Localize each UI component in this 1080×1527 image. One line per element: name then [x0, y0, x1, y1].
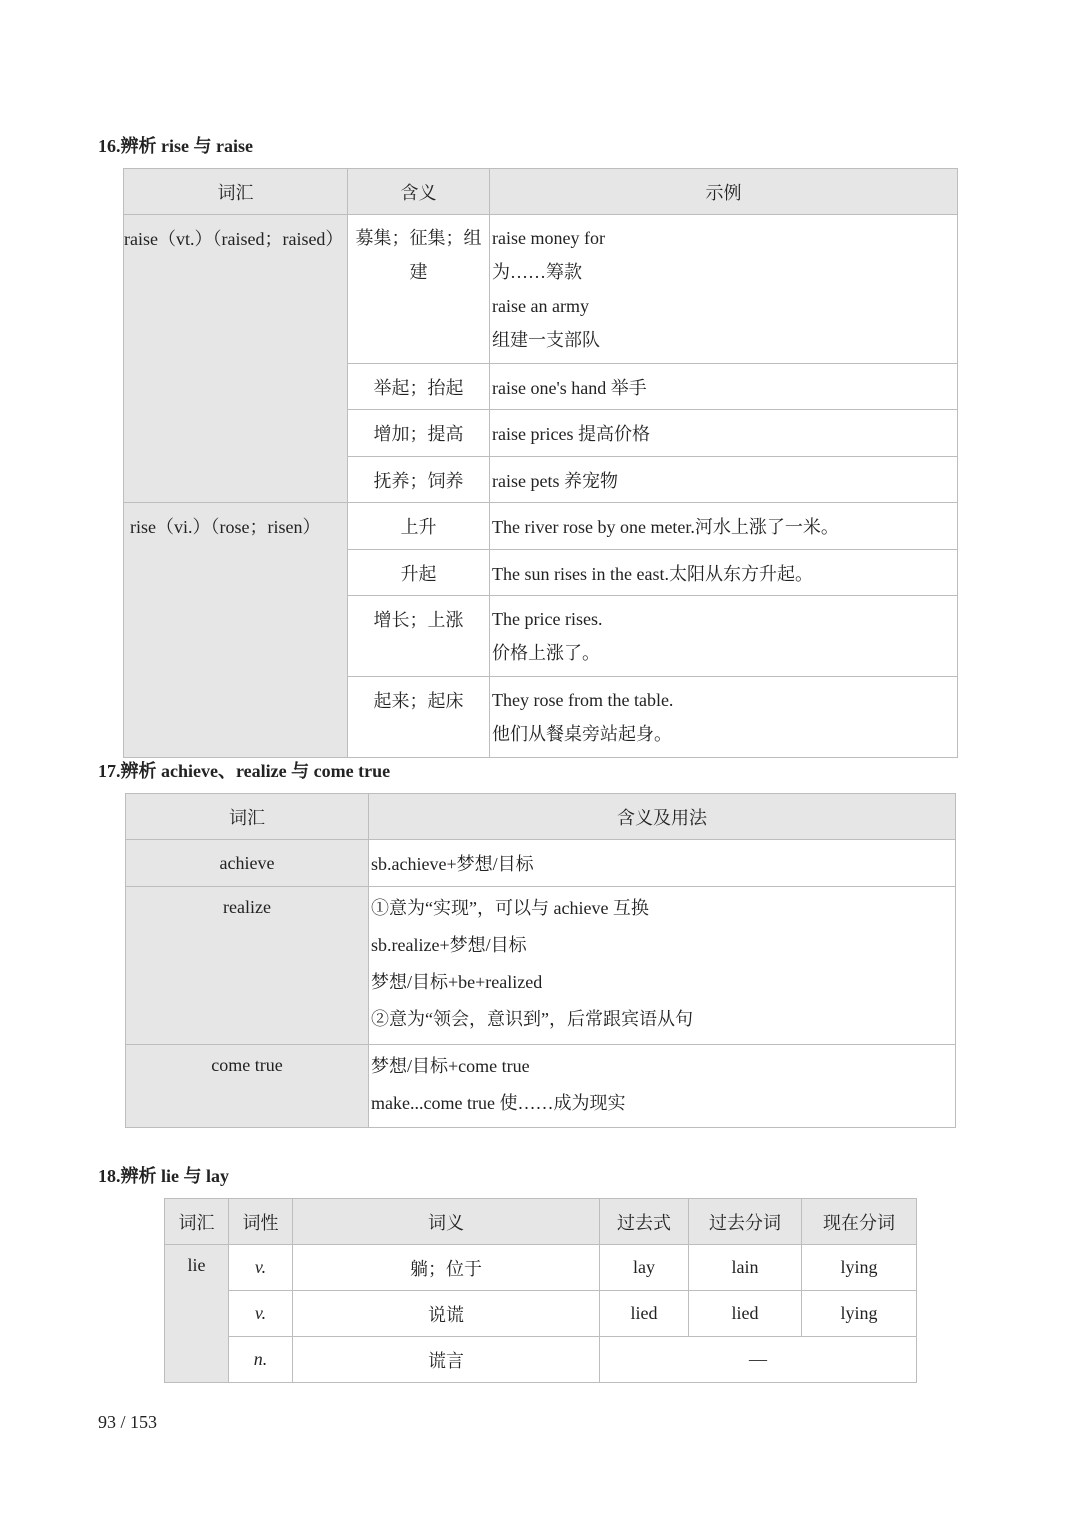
header-word: 词汇: [124, 169, 348, 215]
header-word: 词汇: [165, 1199, 229, 1245]
example-cell: The river rose by one meter.河水上涨了一米。: [490, 503, 958, 550]
pos-cell: v.: [229, 1245, 293, 1291]
example-cell: raise money for 为……筹款 raise an army 组建一支部队: [490, 215, 958, 364]
pos-cell: n.: [229, 1337, 293, 1383]
header-pos: 词性: [229, 1199, 293, 1245]
meaning-cell: 躺；位于: [293, 1245, 600, 1291]
header-past: 过去式: [600, 1199, 689, 1245]
meaning-cell: 升起: [348, 550, 490, 596]
pp-cell: lied: [689, 1291, 802, 1337]
meaning-cell: 说谎: [293, 1291, 600, 1337]
example-cell: raise one's hand 举手: [490, 364, 958, 410]
word-come-true: come true: [126, 1045, 369, 1128]
word-rise: rise（vi.）（rose；risen）: [124, 503, 348, 758]
section-17-heading: 17.辨析 achieve、realize 与 come true: [98, 761, 391, 781]
meaning-cell: 增加；提高: [348, 410, 490, 457]
header-past-participle: 过去分词: [689, 1199, 802, 1245]
page-number: 93 / 153: [98, 1412, 158, 1432]
meaning-cell: 增长；上涨: [348, 596, 490, 677]
header-meaning: 含义: [348, 169, 490, 215]
header-present-participle: 现在分词: [802, 1199, 917, 1245]
ing-cell: lying: [802, 1291, 917, 1337]
example-cell: The sun rises in the east.太阳从东方升起。: [490, 550, 958, 596]
lie-lay-table: [164, 1198, 917, 1383]
usage-cell: ①意为“实现”，可以与 achieve 互换 sb.realize+梦想/目标 梦想/目标+be+realized ②意为“领会，意识到”，后常跟宾语从句: [369, 887, 956, 1045]
word-achieve: achieve: [126, 840, 369, 887]
past-cell: lay: [600, 1245, 689, 1291]
meaning-cell: 上升: [348, 503, 490, 550]
pp-cell: lain: [689, 1245, 802, 1291]
word-lie: lie: [165, 1245, 229, 1383]
ing-cell: lying: [802, 1245, 917, 1291]
example-cell: raise pets 养宠物: [490, 457, 958, 503]
header-example: 示例: [490, 169, 958, 215]
header-usage: 含义及用法: [369, 794, 956, 840]
example-cell: The price rises. 价格上涨了。: [490, 596, 958, 677]
past-cell: lied: [600, 1291, 689, 1337]
meaning-cell: 抚养；饲养: [348, 457, 490, 503]
rise-raise-table: [123, 168, 958, 758]
word-realize: realize: [126, 887, 369, 1045]
meaning-cell: 谎言: [293, 1337, 600, 1383]
usage-cell: sb.achieve+梦想/目标: [369, 840, 956, 887]
section-16-heading: 16.辨析 rise 与 raise: [98, 136, 253, 156]
achieve-realize-table: [125, 793, 956, 1128]
meaning-cell: 募集；征集；组建: [348, 215, 490, 364]
header-word: 词汇: [126, 794, 369, 840]
example-cell: raise prices 提高价格: [490, 410, 958, 457]
header-meaning: 词义: [293, 1199, 600, 1245]
meaning-cell: 起来；起床: [348, 677, 490, 758]
section-18-heading: 18.辨析 lie 与 lay: [98, 1166, 229, 1186]
meaning-cell: 举起；抬起: [348, 364, 490, 410]
word-raise: raise（vt.）（raised；raised）: [124, 215, 348, 503]
usage-cell: 梦想/目标+come true make...come true 使……成为现实: [369, 1045, 956, 1128]
example-cell: They rose from the table. 他们从餐桌旁站起身。: [490, 677, 958, 758]
pos-cell: v.: [229, 1291, 293, 1337]
forms-cell: —: [600, 1337, 917, 1383]
